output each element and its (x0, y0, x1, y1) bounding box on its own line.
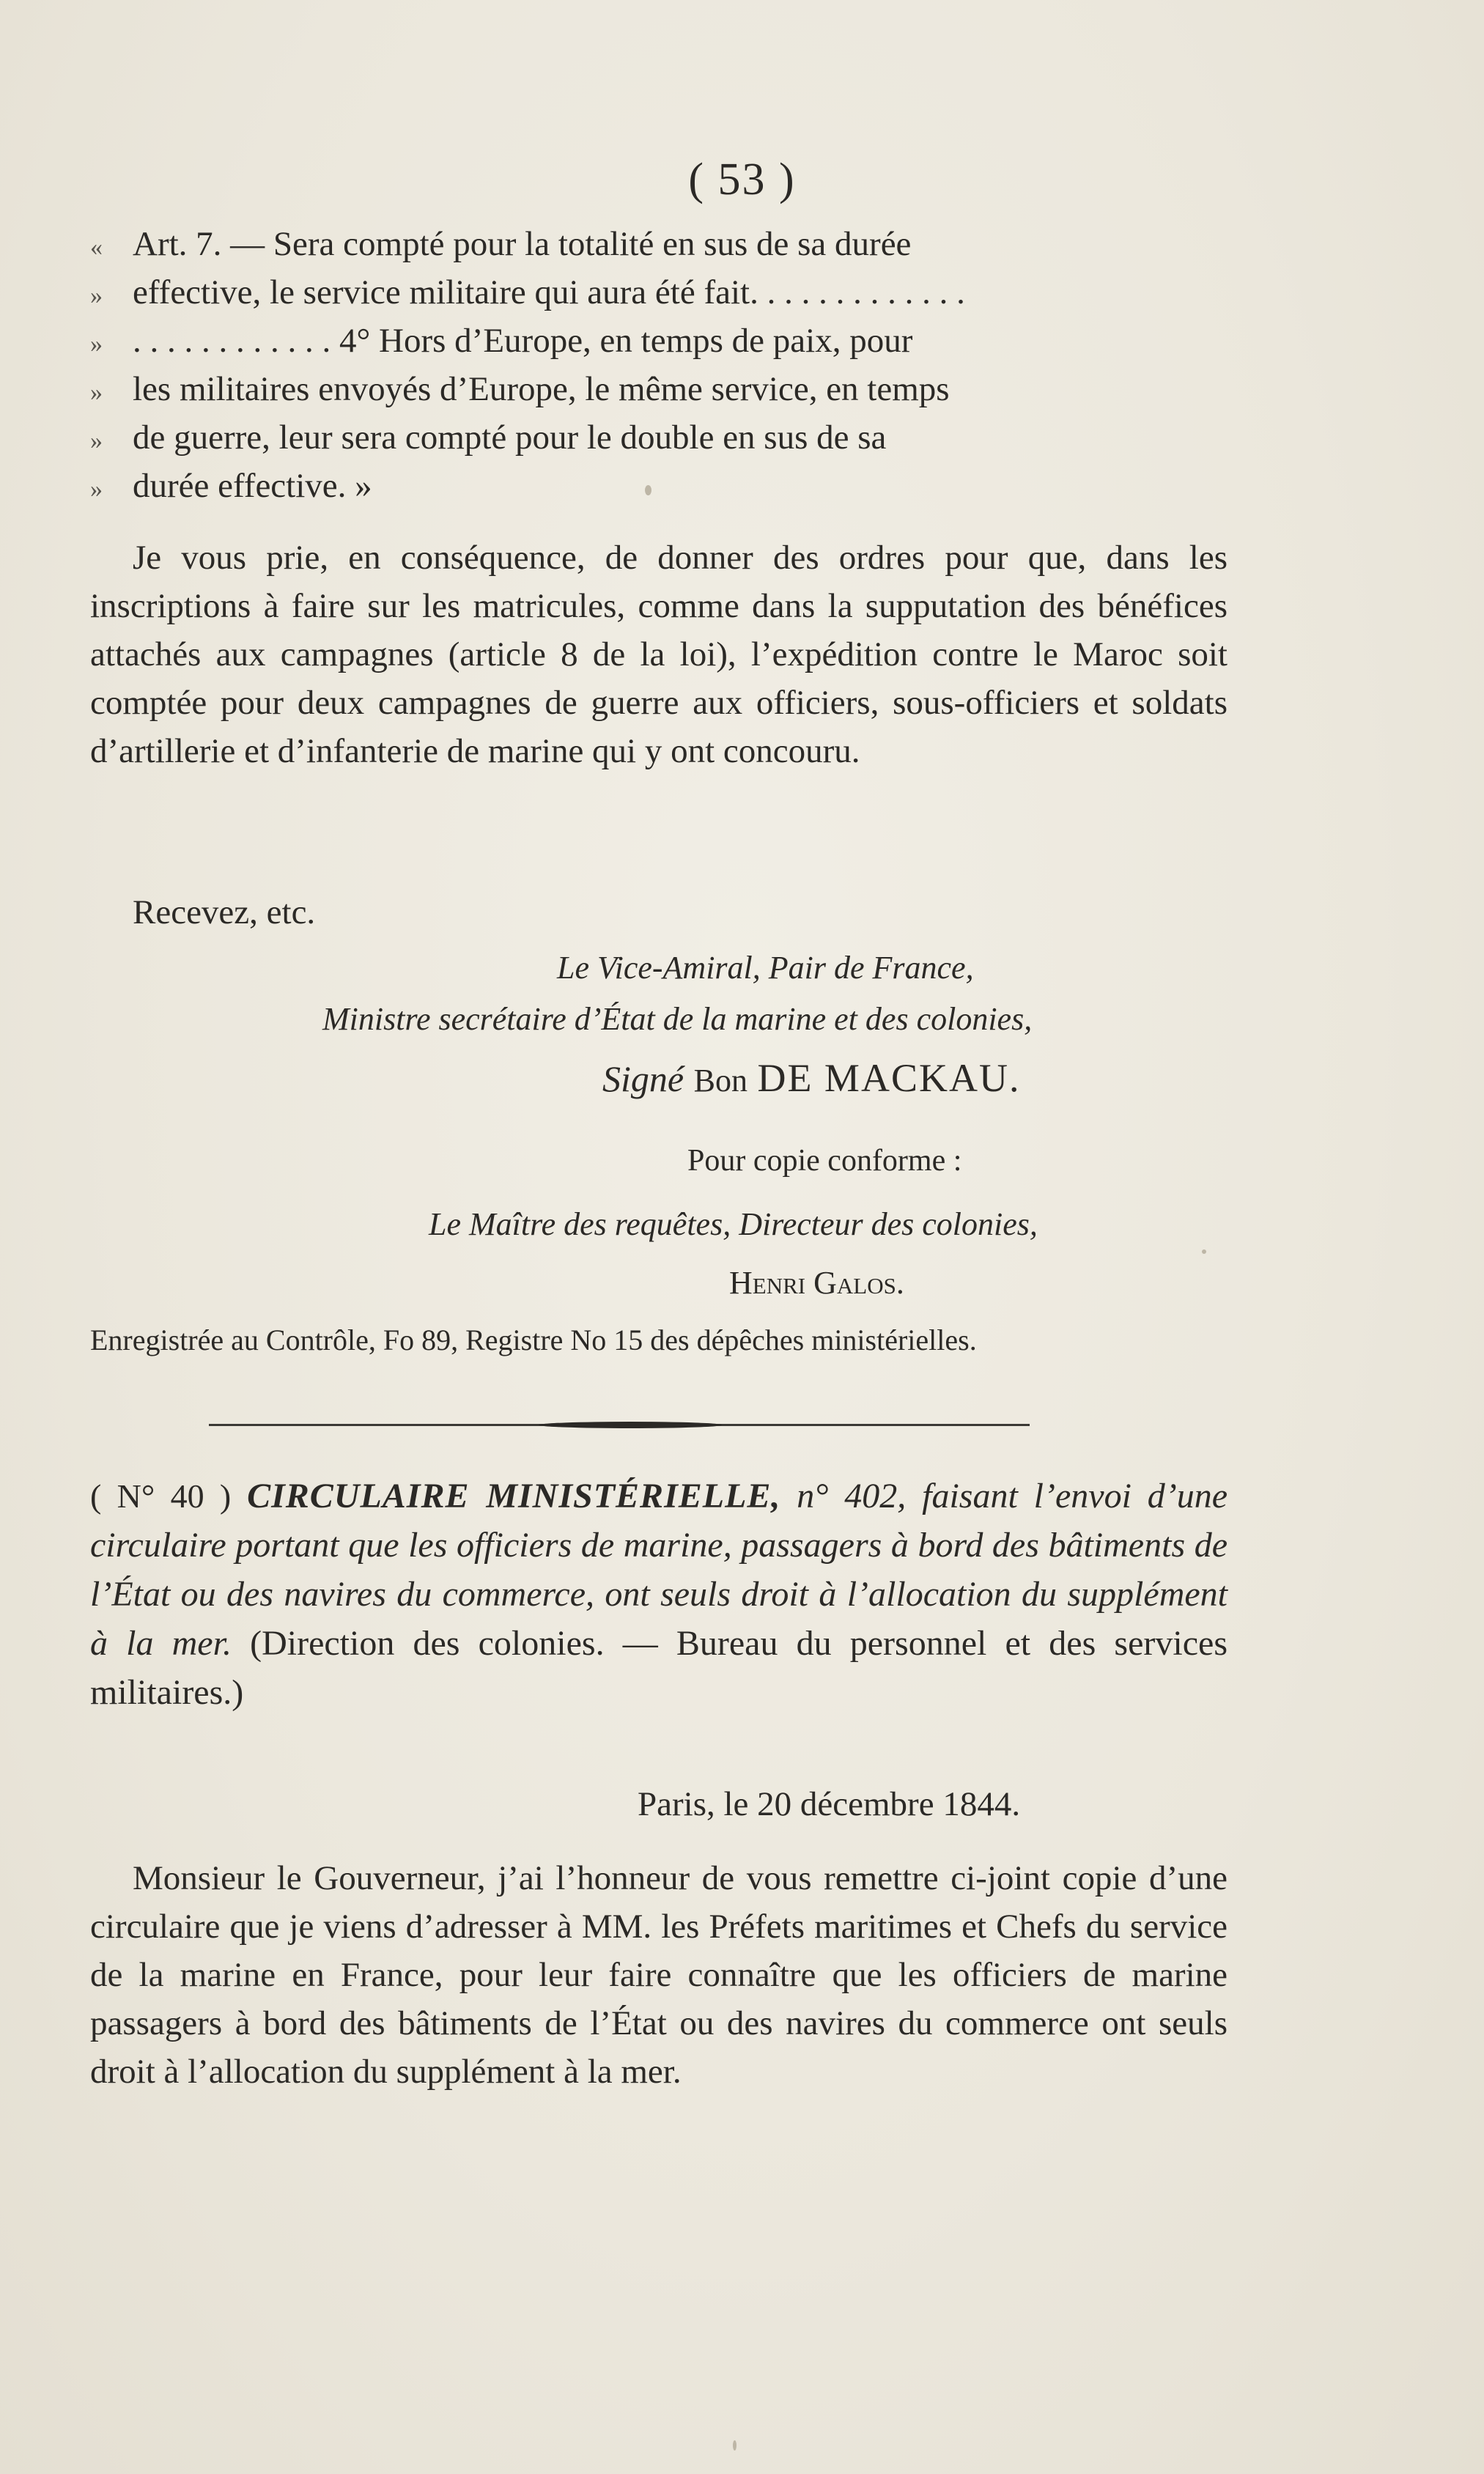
paper-speck (1202, 1249, 1206, 1254)
signatory-name: DE MACKAU. (757, 1056, 1021, 1100)
quote-line (90, 365, 1228, 417)
copy-name: Henri Galos. (729, 1265, 904, 1301)
quote-line (90, 268, 1228, 320)
body-paragraph: Monsieur le Gouverneur, j’ai l’honneur de vous remettre ci-joint copie d’une circulaire que je viens d’adresser à MM. les Préfets maritimes et Chefs du service de la marine en France, pour leur faire connaître que les officiers de marine passagers à bord des bâtiments de l’État ou des navires du commerce ont seuls droit à l’allocation du supplément à la mer. (90, 1859, 1228, 2091)
paper-speck (645, 485, 651, 495)
circular-subject: faisant l’envoi d’une circulaire portant que les officiers de marine, passagers à bord des bâtiments de l’État ou des navires du commerce, ont seuls droit à l’allocation du supplément à la mer. (90, 1477, 1228, 1663)
quote-line (90, 413, 1228, 465)
quote-mark: » (90, 331, 103, 358)
quote-text: . . . . . . . . . . . . 4° Hors d’Europe, en temps de paix, pour (133, 322, 913, 360)
closing-line: Recevez, etc. (133, 893, 316, 931)
signature-name (602, 1055, 1020, 1101)
quote-mark: » (90, 379, 103, 406)
signature-title-line: Ministre secrétaire d’État de la marine et des colonies, (322, 1001, 1033, 1037)
copy-label: Pour copie conforme : (687, 1144, 962, 1178)
section-divider-swell (539, 1422, 722, 1428)
quote-text: durée effective. » (133, 467, 372, 505)
page-number: ( 53 ) (688, 155, 796, 204)
quote-mark: » (90, 282, 103, 309)
signed-label: Signé (602, 1058, 684, 1099)
signature-title-line: Le Vice-Amiral, Pair de France, (557, 950, 974, 986)
paper-speck (733, 2440, 737, 2451)
quote-mark: » (90, 476, 103, 503)
dateline: Paris, le 20 décembre 1844. (638, 1785, 1021, 1823)
circular-title: CIRCULAIRE MINISTÉRIELLE, (247, 1477, 781, 1515)
quote-text: de guerre, leur sera compté pour le double en sus de sa (133, 418, 887, 457)
quote-line (90, 220, 1228, 272)
quote-text: les militaires envoyés d’Europe, le même service, en temps (133, 370, 950, 408)
body-paragraph: Je vous prie, en conséquence, de donner des ordres pour que, dans les inscriptions à faire sur les matricules, comme dans la supputation des bénéfices attachés aux campagnes (article 8 de la loi), l’expédition contre le Maroc soit comptée pour deux campagnes de guerre aux officiers, sous-officiers et soldats d’artillerie et d’infanterie de marine qui y ont concouru. (90, 539, 1228, 770)
circular-direction: (Direction des colonies. — Bureau du personnel et des services militaires.) (90, 1624, 1228, 1712)
quote-line (90, 462, 1228, 514)
quote-mark: » (90, 427, 103, 454)
circular-number: ( N° 40 ) (90, 1477, 232, 1515)
quote-text: effective, le service militaire qui aura été fait. . . . . . . . . . . . . (133, 273, 965, 311)
quote-mark: « (90, 234, 103, 261)
circular-ref: n° 402, (797, 1477, 907, 1515)
circular-heading (90, 1472, 1228, 1717)
copy-title: Le Maître des requêtes, Directeur des colonies, (429, 1206, 1038, 1242)
quote-text: Art. 7. — Sera compté pour la totalité en sus de sa durée (133, 225, 912, 263)
registration-note: Enregistrée au Contrôle, Fo 89, Registre No 15 des dépêches ministérielles. (90, 1323, 977, 1356)
quote-line (90, 317, 1228, 369)
baron-abbrev: Bon (693, 1063, 747, 1098)
